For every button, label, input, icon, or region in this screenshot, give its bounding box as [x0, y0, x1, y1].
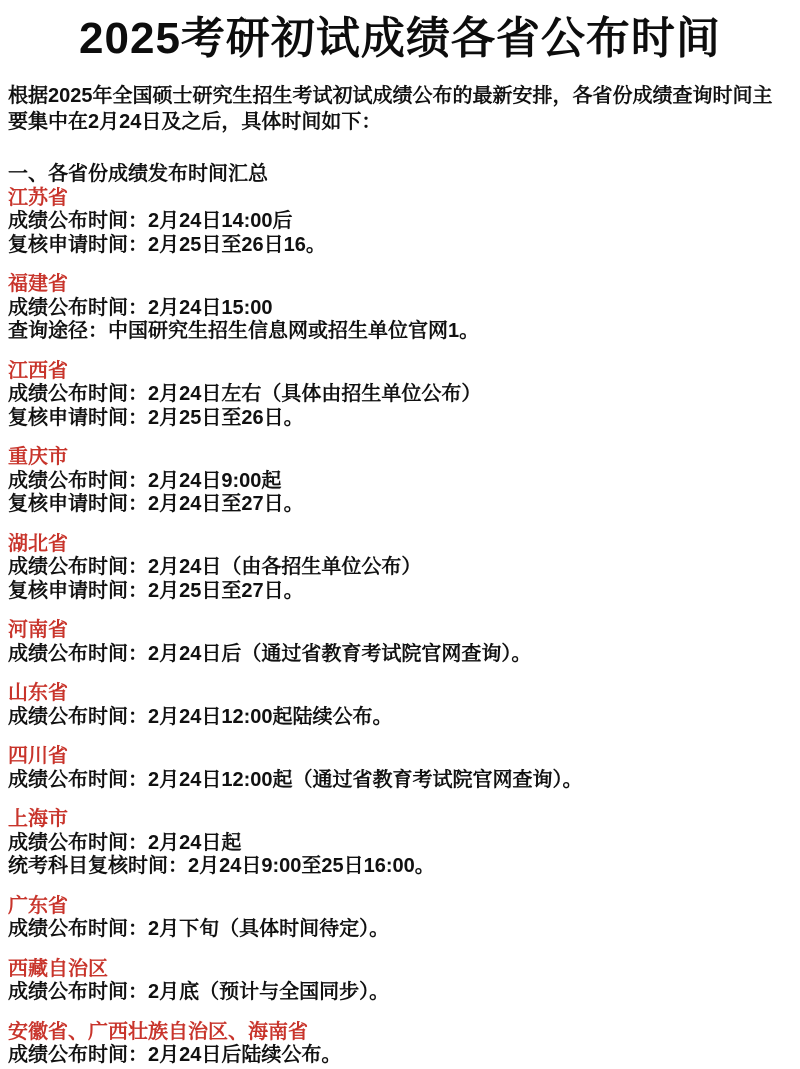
province-block	[8, 808, 792, 879]
province-block	[8, 745, 792, 792]
province-name: 西藏自治区	[8, 957, 108, 980]
province-block	[8, 895, 792, 942]
province-detail-line: 成绩公布时间：2月24日左右（具体由招生单位公布）	[8, 383, 482, 406]
province-detail-line: 成绩公布时间：2月24日12:00起陆续公布。	[8, 705, 393, 728]
province-block	[8, 1021, 792, 1068]
province-detail-line: 复核申请时间：2月24日至27日。	[8, 493, 304, 516]
province-detail-line: 成绩公布时间：2月下旬（具体时间待定）。	[8, 918, 390, 941]
page-title: 2025考研初试成绩各省公布时间	[79, 14, 721, 63]
province-detail-line: 成绩公布时间：2月24日9:00起	[8, 469, 282, 492]
province-name: 山东省	[8, 682, 68, 705]
province-detail-line: 查询途径：中国研究生招生信息网或招生单位官网1。	[8, 320, 480, 343]
province-name: 安徽省、广西壮族自治区、海南省	[8, 1020, 308, 1043]
province-block	[8, 187, 792, 258]
province-detail-line: 复核申请时间：2月25日至26日16。	[8, 233, 326, 256]
province-detail-line: 成绩公布时间：2月24日14:00后	[8, 210, 293, 233]
province-name: 河南省	[8, 619, 68, 642]
province-detail-line: 复核申请时间：2月25日至26日。	[8, 406, 304, 429]
province-block	[8, 360, 792, 431]
province-block	[8, 958, 792, 1005]
province-block	[8, 273, 792, 344]
province-detail-line: 成绩公布时间：2月24日后陆续公布。	[8, 1044, 342, 1067]
province-name: 广东省	[8, 894, 68, 917]
province-detail-line: 复核申请时间：2月25日至27日。	[8, 579, 304, 602]
province-name: 江苏省	[8, 186, 68, 209]
province-block	[8, 619, 792, 666]
province-detail-line: 成绩公布时间：2月24日（由各招生单位公布）	[8, 556, 422, 579]
province-block	[8, 446, 792, 517]
province-name: 湖北省	[8, 532, 68, 555]
province-name: 福建省	[8, 273, 68, 296]
section-heading: 一、各省份成绩发布时间汇总	[8, 162, 268, 185]
province-block	[8, 533, 792, 604]
province-detail-line: 成绩公布时间：2月24日后（通过省教育考试院官网查询）。	[8, 642, 532, 665]
province-list	[8, 187, 792, 1068]
province-name: 上海市	[8, 808, 68, 831]
province-detail-line: 统考科目复核时间：2月24日9:00至25日16:00。	[8, 855, 435, 878]
province-name: 重庆市	[8, 446, 68, 469]
province-detail-line: 成绩公布时间：2月24日起	[8, 831, 242, 854]
intro-paragraph: 根据2025年全国硕士研究生招生考试初试成绩公布的最新安排，各省份成绩查询时间主要集中在2月24日及之后，具体时间如下：	[8, 84, 773, 133]
province-detail-line: 成绩公布时间：2月24日15:00	[8, 296, 273, 319]
province-block	[8, 682, 792, 729]
province-detail-line: 成绩公布时间：2月24日12:00起（通过省教育考试院官网查询）。	[8, 768, 583, 791]
province-detail-line: 成绩公布时间：2月底（预计与全国同步）。	[8, 981, 390, 1004]
province-name: 四川省	[8, 745, 68, 768]
province-name: 江西省	[8, 359, 68, 382]
